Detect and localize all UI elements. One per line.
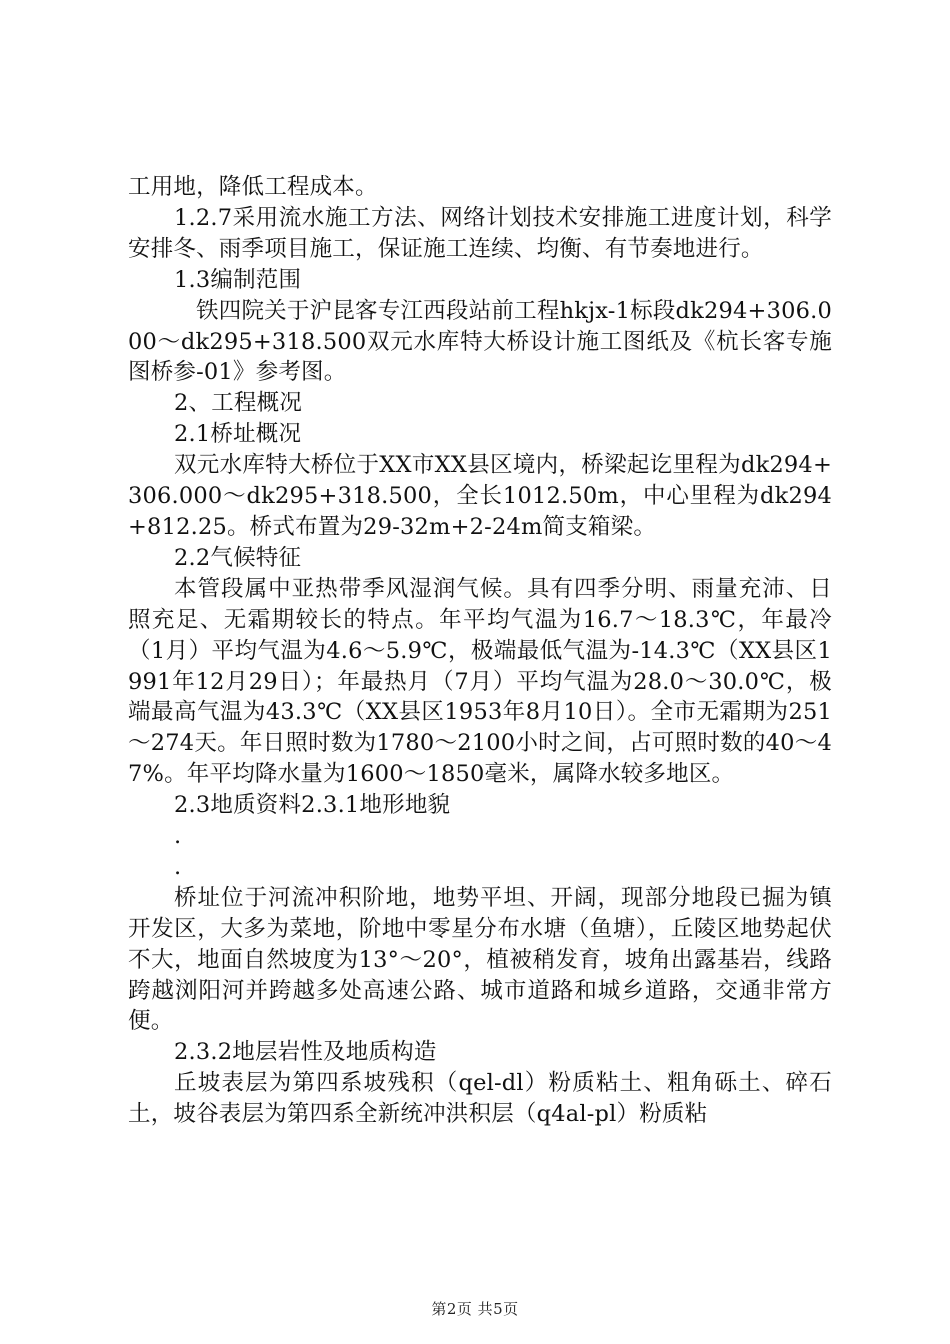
heading-2-2: 2.2气候特征 — [174, 544, 302, 571]
paragraph-strata: 丘坡表层为第四系坡残积（qel-dl）粉质粘土、粗角砾土、碎石土，坡谷表层为第四系全新统冲洪积层（q4al-pl）粉质粘 — [128, 1070, 832, 1128]
paragraph-continuation: 工用地，降低工程成本。 — [128, 174, 378, 200]
heading-1-3: 1.3编制范围 — [174, 266, 302, 293]
heading-2-3: 2.3地质资料2.3.1地形地貌 — [174, 792, 451, 819]
heading-2-1: 2.1桥址概况 — [174, 421, 302, 448]
paragraph-terrain: 桥址位于河流冲积阶地，地势平坦、开阔，现部分地段已掘为镇开发区，大多为菜地，阶地中零星分布水塘（鱼塘），丘陵区地势起伏不大，地面自然坡度为13°～20°，植被稍发育，坡角出露基岩，线路跨越浏阳河并跨越多处高速公路、城市道路和城乡道路，交通非常方便。 — [128, 884, 832, 1035]
paragraph-scope: 铁四院关于沪昆客专江西段站前工程hkjx-1标段dk294+306.000～dk295+318.500双元水库特大桥设计施工图纸及《杭长客专施图桥参-01》参考图。 — [128, 297, 832, 386]
heading-2-3-2: 2.3.2地层岩性及地质构造 — [174, 1039, 437, 1066]
heading-2: 2、工程概况 — [174, 390, 303, 417]
paragraph-bridge-site: 双元水库特大桥位于XX市XX县区境内，桥梁起讫里程为dk294+306.000～dk295+318.500，全长1012.50m，中心里程为dk294+812.25。桥式布置为29-32m+2-24m简支箱梁。 — [128, 452, 832, 540]
document-body — [128, 172, 832, 1130]
dot-line-1: . — [174, 823, 182, 850]
paragraph-1-2-7: 1.2.7采用流水施工方法、网络计划技术安排施工进度计划，科学安排冬、雨季项目施工，保证施工连续、均衡、有节奏地进行。 — [128, 204, 832, 262]
paragraph-climate: 本管段属中亚热带季风湿润气候。具有四季分明、雨量充沛、日照充足、无霜期较长的特点。年平均气温为16.7～18.3℃，年最冷（1月）平均气温为4.6～5.9℃，极端最低气温为-14.3℃（XX县区1991年12月29日）；年最热月（7月）平均气温为28.0～30.0℃，极端最高气温为43.3℃（XX县区1953年8月10日）。全市无霜期为251～274天。年日照时数为1780～2100小时之间，占可照时数的40～47%。年平均降水量为1600～1850毫米，属降水较多地区。 — [128, 575, 832, 788]
dot-line-2: . — [174, 853, 182, 880]
page-footer: 第2页 共5页 — [431, 1300, 519, 1318]
